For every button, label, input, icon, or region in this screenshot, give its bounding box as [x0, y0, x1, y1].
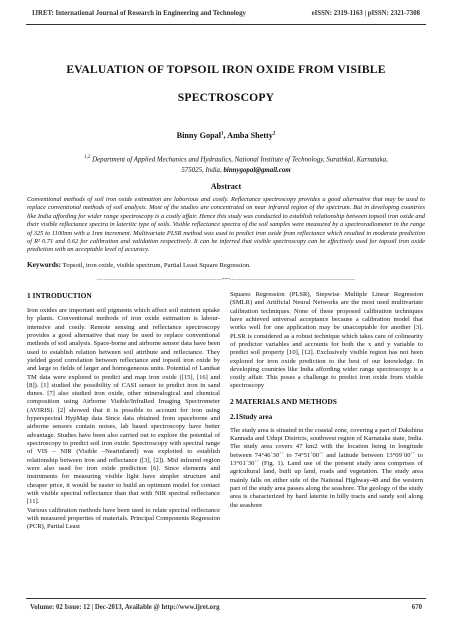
- journal-name: IJRET: International Journal of Research in Engineering and Technology: [32, 10, 246, 17]
- running-footer: [30, 604, 422, 611]
- title-line-2: SPECTROSCOPY: [177, 91, 275, 104]
- footer-rule: [26, 598, 426, 599]
- keywords-text: Topsoil, iron oxide, visible spectrum, Partial Least Square Regression.: [61, 262, 251, 269]
- keywords: [27, 260, 425, 270]
- author-1-affil-mark: 1: [221, 131, 224, 137]
- footer-volume-info: Volume: 02 Issue: 12 | Dec-2013, Available @ http://www.ijret.org: [30, 604, 220, 611]
- author-2-affil-mark: 2: [272, 131, 276, 137]
- left-column: [27, 291, 220, 531]
- running-header: [32, 10, 420, 22]
- affiliation-mark: 1,2: [84, 155, 91, 160]
- page-number: 670: [411, 604, 422, 611]
- abstract-heading: Abstract: [210, 182, 242, 191]
- paper-title: [40, 56, 412, 112]
- author-1: Binny Gopal: [176, 131, 221, 140]
- study-area-paragraph: The study area is situated in the coastal zone, covering a part of Dakshina Kannada and Udupi Districts, southwest region of Karnataka state, India. The study area covers 47 km2 with the location being in longitude between 74°46´30´´ to 74°51´00´´ and latitude between 13°09´00´´ to 13°01´30´´ (Fig. 1). Land use of the present study area comprises of agricultural land, built up land, roads and vegetation. The study area mainly falls on either side of the National Highway-48 and the western part of the study area passes along the seashore. The geology of the study area is characterized by hard laterite in hilly tracts and sandy soil along the seashore: [230, 426, 423, 509]
- author-list: [0, 131, 452, 140]
- section-heading-introduction: 1 INTRODUCTION: [27, 291, 92, 300]
- section-separator: -----------------------------------------------------------------------***-----------------------------------------------------------------------: [96, 278, 356, 283]
- title-line-1: EVALUATION OF TOPSOIL IRON OXIDE FROM VISIBLE: [66, 63, 386, 76]
- abstract-text: Conventional methods of soil iron oxide estimation are laborious and costly. Reflectance spectroscopy provides a good alternative that may be used to replace conventional methods of soil analysis. Most of the studies are concentrated on near infrared region of the spectrum. But in developing countries like India affording for wider range spectroscopy is a costly affair. Hence this study was conducted to establish relationship between topsoil iron oxide and their visible reflectance spectra in lateritic type of soils. Visible reflectance spectra of the soil samples were measured by a spectroradiometer in the range of 325 to 1100nm with a 1nm increment. Multivariate PLSR method was used to predict iron oxide from reflectance which resulted in moderate prediction of R² 0.71 and 0.62 for calibration and validation respectively. It can be inferred that visible spectroscopy can be effectively used for topsoil iron oxide prediction with an acceptable level of accuracy.: [27, 196, 425, 254]
- author-email[interactable]: binnygopal@gmail.com: [223, 166, 291, 174]
- keywords-label: Keywords:: [27, 260, 62, 269]
- intro-paragraph-2: Various calibration methods have been used to relate spectral reflectance with measured properties of materials. Principal Components Regression (PCR), Partial Least: [27, 506, 220, 531]
- affiliation-line-2: 575025, India,: [181, 166, 224, 174]
- affiliation: [60, 153, 412, 176]
- author-separator: ,: [223, 131, 228, 140]
- issn-info: eISSN: 2319-1163 | pISSN: 2321-7308: [311, 10, 420, 17]
- author-2: Amba Shetty: [227, 131, 273, 140]
- affiliation-line-1: Department of Applied Mechanics and Hydraulics, National Institute of Technology, Surathkal, Karnataka,: [92, 156, 388, 164]
- right-column: [230, 291, 423, 510]
- intro-paragraph-1: Iron oxides are important soil pigments which affect soil nutrient uptake by plants. Conventional methods of iron oxide estimation is labour-intensive and costly. Remote sensing and reflectance spectroscopy provides a good alternative that may be used to replace conventional methods of soil analysis. Space-borne and airborne sensor data have been used to establish relation between soil attribute and reflectance. They yielded good correlation between reflectance and topsoil iron oxide by and large to fields of larger and homogeneous units. Potential of Landsat TM data were explored to predict and map iron oxide ([15], [16] and [8]). [1] studied the possibility of CASI sensor to predict iron in sand dunes. [7] also studied iron oxide, other mineralogical and chemical composition using Airborne Visible/InfraRed Imaging Spectrometer (AVIRIS). [2] showed that it is possible to account for iron using hyperspectral HypMap data Since data obtained from spaceborne and airborne sensors contain noises, lab based spectroscopy have better advantage. Studies have been also carried out to explore the potential of spectroscopy to predict soil iron oxide. Spectroscopy with spectral range of VIS – NIR (Visible –Nearinfared) was exploited to establish relationship between iron and reflectance ([3], [2]). Mid infrared region were also used for iron oxide prediction [6]. Since elements and instruments for measuring visible light have simpler structure and cheaper price, it would be easier to build an optimum model for contact with visible spectral reflectance than that with NIR spectral reflectance [11].: [27, 307, 220, 506]
- header-rule: [26, 24, 426, 25]
- intro-paragraph-3: Squares Regression (PLSR), Stepwise Multiple Linear Regression (SMLR) and Artificial Neural Networks are the most used multivariate calibration techniques. None of these proposed calibration techniques have achieved universal acceptance because a calibration model that works well for one application may be unacceptable for another [3]. PLSR is considered as a robust technique which takes care of colinearity of predictor variables and accounts for both the x and y variable to predict soil property [10], [12]. Exclusively visible region has not been explored for iron oxide prediction to the best of our knowledge. In developing countries like India affording wider range spectroscopy is a costly affair. This poses a challenge to predict iron oxide from visible spectroscopy: [230, 291, 423, 390]
- section-heading-materials: 2 MATERIALS AND METHODS: [230, 396, 337, 406]
- subsection-heading-study-area: 2.1Study area: [230, 412, 273, 421]
